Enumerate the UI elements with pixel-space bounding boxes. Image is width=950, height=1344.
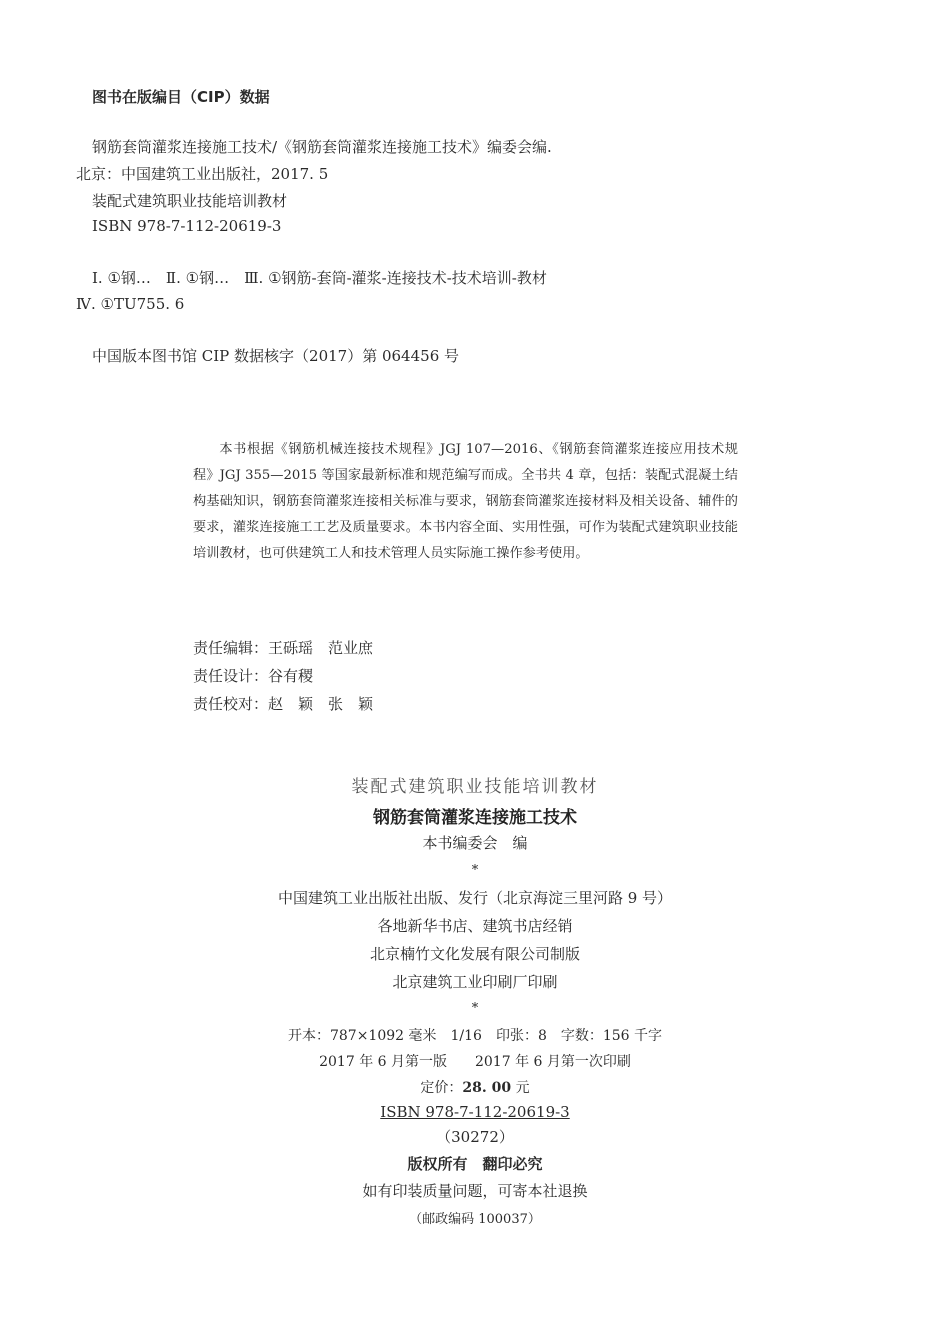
- separator-star-2: *: [471, 1001, 479, 1016]
- postcode: （邮政编码 100037）: [409, 1212, 541, 1227]
- format-line: 开本：787×1092 毫米 1/16 印张：8 字数：156 千字: [287, 1028, 663, 1044]
- return-notice: 如有印装质量问题，可寄本社退换: [362, 1182, 588, 1200]
- separator-star-1: *: [471, 863, 479, 878]
- cip-entry-line-2: 北京：中国建筑工业出版社，2017. 5: [76, 165, 329, 183]
- printer-line: 北京建筑工业印刷厂印刷: [392, 973, 558, 991]
- cip-entry-line-3: 装配式建筑职业技能培训教材: [92, 192, 288, 210]
- cip-entry-line-1: 钢筋套筒灌浆连接施工技术/《钢筋套筒灌浆连接施工技术》编委会编.: [92, 138, 552, 156]
- cip-class-line-1: Ⅰ. ①钢… Ⅱ. ①钢… Ⅲ. ①钢筋-套筒-灌浆-连接技术-技术培训-教材: [92, 269, 547, 287]
- series-name: 装配式建筑职业技能培训教材: [351, 777, 599, 797]
- price-label: 定价：: [420, 1080, 463, 1096]
- price-unit: 元: [511, 1080, 530, 1096]
- rights-notice: 版权所有 翻印必究: [407, 1155, 543, 1173]
- colophon-isbn: ISBN 978-7-112-20619-3: [380, 1103, 570, 1121]
- distributor-line: 各地新华书店、建筑书店经销: [377, 917, 573, 935]
- book-summary: 本书根据《钢筋机械连接技术规程》JGJ 107—2016、《钢筋套筒灌浆连接应用技术规程》JGJ 355—2015 等国家最新标准和规范编写而成。全书共 4 章，包括：装配式混凝土结构基础知识，钢筋套筒灌浆连接相关标准与要求，钢筋套筒灌浆连接材料及相关设备、辅件的要求，灌浆连接施工工艺及质量要求。本书内容全面、实用性强，可作为装配式建筑职业技能培训教材，也可供建筑工人和技术管理人员实际施工操作参考使用。: [193, 442, 738, 561]
- price-line: [0, 1077, 950, 1097]
- credit-proofreader: 责任校对：赵 颖 张 颖: [193, 695, 374, 713]
- publisher-line: 中国建筑工业出版社出版、发行（北京海淀三里河路 9 号）: [277, 889, 673, 907]
- cip-heading: 图书在版编目（CIP）数据: [92, 88, 270, 106]
- book-title: 钢筋套筒灌浆连接施工技术: [373, 808, 577, 828]
- edition-line: 2017 年 6 月第一版 2017 年 6 月第一次印刷: [319, 1054, 631, 1070]
- cip-record-number: 中国版本图书馆 CIP 数据核字（2017）第 064456 号: [92, 347, 460, 365]
- cip-isbn: ISBN 978-7-112-20619-3: [92, 217, 282, 235]
- credit-editor: 责任编辑：王砾瑶 范业庶: [193, 639, 374, 657]
- cip-class-line-2: Ⅳ. ①TU755. 6: [76, 295, 185, 313]
- book-code: （30272）: [436, 1128, 514, 1146]
- price-value: 28. 00: [462, 1080, 512, 1096]
- credit-designer: 责任设计：谷有稷: [193, 667, 314, 685]
- typesetter-line: 北京楠竹文化发展有限公司制版: [369, 945, 580, 963]
- book-author: 本书编委会 编: [422, 834, 528, 852]
